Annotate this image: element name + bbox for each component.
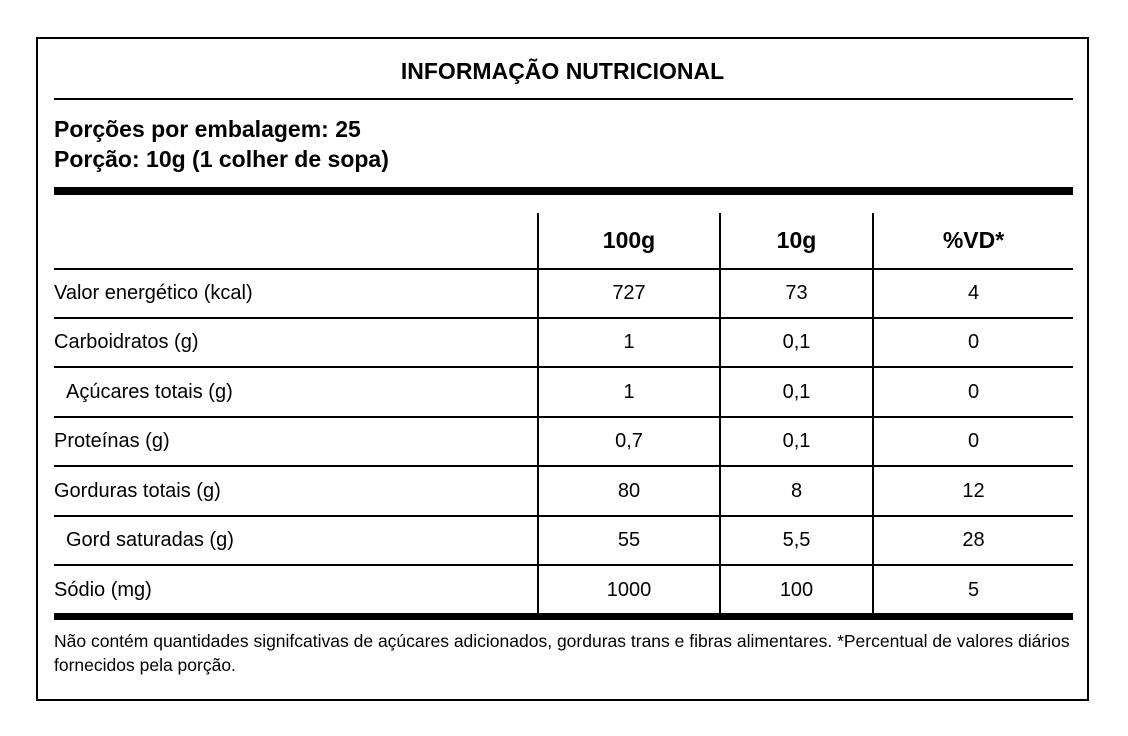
value-10g: 0,1 xyxy=(719,319,872,366)
value-100g: 0,7 xyxy=(537,418,719,465)
value-10g: 0,1 xyxy=(719,418,872,465)
value-daily: 0 xyxy=(872,319,1073,366)
value-daily: 4 xyxy=(872,270,1073,317)
value-10g: 0,1 xyxy=(719,368,872,416)
value-daily: 28 xyxy=(872,517,1073,564)
portions-per-package: Porções por embalagem: 25 xyxy=(54,116,361,142)
value-daily: 0 xyxy=(872,418,1073,465)
header-100g: 100g xyxy=(537,213,719,268)
table-row xyxy=(54,418,1073,467)
table-row xyxy=(54,270,1073,319)
value-daily: 12 xyxy=(872,467,1073,515)
row-label: Açúcares totais (g) xyxy=(66,380,233,403)
table-bottom-divider xyxy=(54,613,1073,620)
value-10g: 5,5 xyxy=(719,517,872,564)
value-10g: 100 xyxy=(719,566,872,614)
row-label: Valor energético (kcal) xyxy=(54,282,253,304)
row-label: Gord saturadas (g) xyxy=(66,529,234,551)
nutrition-table xyxy=(54,213,1073,614)
table-row xyxy=(54,368,1073,418)
row-label: Gorduras totais (g) xyxy=(54,479,221,502)
row-label: Proteínas (g) xyxy=(54,430,170,452)
value-daily: 5 xyxy=(872,566,1073,614)
value-100g: 727 xyxy=(537,270,719,317)
value-100g: 80 xyxy=(537,467,719,515)
value-100g: 55 xyxy=(537,517,719,564)
value-10g: 8 xyxy=(719,467,872,515)
table-row xyxy=(54,319,1073,368)
row-label: Carboidratos (g) xyxy=(54,331,199,353)
value-100g: 1 xyxy=(537,368,719,416)
row-label: Sódio (mg) xyxy=(54,578,152,601)
table-row xyxy=(54,467,1073,517)
portion-size: Porção: 10g (1 colher de sopa) xyxy=(54,146,389,172)
serving-divider xyxy=(54,187,1073,195)
table-header-row xyxy=(54,213,1073,270)
panel-title: INFORMAÇÃO NUTRICIONAL xyxy=(400,58,725,84)
nutrition-facts-panel xyxy=(36,37,1089,701)
header-10g: 10g xyxy=(719,213,872,268)
footnote: Não contém quantidades signifcativas de açúcares adicionados, gorduras trans e fibras alimentares. *Percentual de valores diários fornecidos pela porção. xyxy=(54,631,1070,675)
header-label-column xyxy=(54,213,537,268)
header-daily-value: %VD* xyxy=(872,213,1073,268)
value-10g: 73 xyxy=(719,270,872,317)
value-100g: 1 xyxy=(537,319,719,366)
value-daily: 0 xyxy=(872,368,1073,416)
table-row xyxy=(54,566,1073,614)
title-divider xyxy=(54,98,1073,100)
table-row xyxy=(54,517,1073,566)
value-100g: 1000 xyxy=(537,566,719,614)
